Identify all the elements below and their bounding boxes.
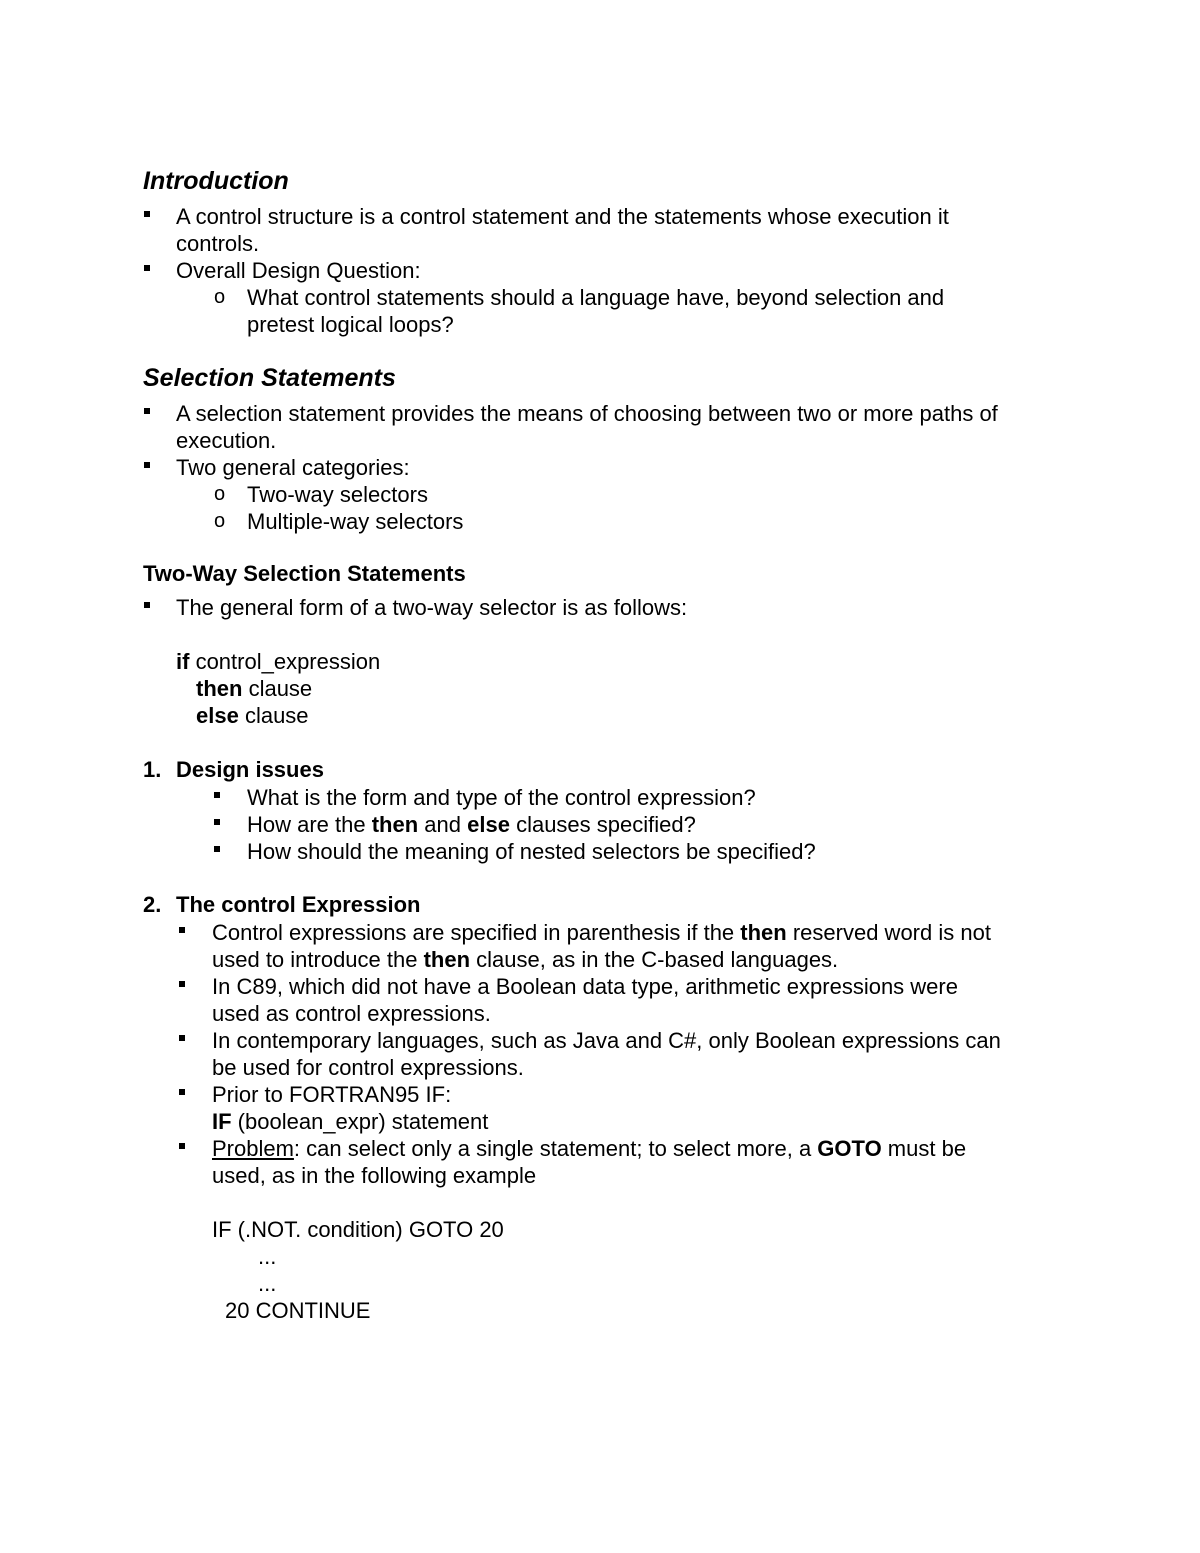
bullet-square-icon bbox=[144, 211, 150, 217]
bullet-square-icon bbox=[144, 602, 150, 608]
bullet-square-icon bbox=[144, 408, 150, 414]
heading-selection-statements: Selection Statements bbox=[143, 364, 396, 392]
control-item-1-line-2: used to introduce the then clause, as in the C-based languages. bbox=[212, 947, 839, 972]
design-issue-1: What is the form and type of the control expression? bbox=[247, 785, 756, 810]
bullet-square-icon bbox=[179, 927, 185, 933]
intro-bullet-1-line-1: A control structure is a control statement and the statements whose execution it bbox=[176, 204, 949, 229]
selection-bullet-1-line-1: A selection statement provides the means of choosing between two or more paths of bbox=[176, 401, 998, 426]
bullet-square-icon bbox=[214, 846, 220, 852]
sub-bullet-icon: o bbox=[214, 483, 226, 505]
bullet-square-icon bbox=[179, 1035, 185, 1041]
list-number: 1. bbox=[143, 757, 162, 782]
control-item-3-line-2: be used for control expressions. bbox=[212, 1055, 524, 1080]
fortran-code-line-4: 20 CONTINUE bbox=[225, 1298, 371, 1323]
list-number: 2. bbox=[143, 892, 162, 917]
control-item-1-line-1: Control expressions are specified in parenthesis if the then reserved word is not bbox=[212, 920, 991, 945]
intro-bullet-2: Overall Design Question: bbox=[176, 258, 421, 283]
bullet-square-icon bbox=[214, 819, 220, 825]
heading-control-expression: The control Expression bbox=[176, 892, 421, 917]
bullet-square-icon bbox=[144, 462, 150, 468]
code-then-line: then clause bbox=[196, 676, 313, 701]
design-issue-2: How are the then and else clauses specified? bbox=[247, 812, 696, 837]
heading-introduction: Introduction bbox=[143, 167, 289, 195]
intro-sub-line-2: pretest logical loops? bbox=[247, 312, 454, 337]
control-item-5-line-1: Problem: can select only a single statement; to select more, a GOTO must be bbox=[212, 1136, 967, 1161]
fortran-code-line-3: ... bbox=[258, 1271, 277, 1296]
control-item-2-line-2: used as control expressions. bbox=[212, 1001, 491, 1026]
control-item-4-line-2: IF (boolean_expr) statement bbox=[212, 1109, 489, 1134]
sub-bullet-icon: o bbox=[214, 286, 226, 308]
two-way-bullet-1: The general form of a two-way selector is as follows: bbox=[176, 595, 688, 620]
bullet-square-icon bbox=[179, 981, 185, 987]
control-item-4-line-1: Prior to FORTRAN95 IF: bbox=[212, 1082, 452, 1107]
bullet-square-icon bbox=[144, 265, 150, 271]
design-issue-3: How should the meaning of nested selectors be specified? bbox=[247, 839, 816, 864]
selection-bullet-2: Two general categories: bbox=[176, 455, 410, 480]
control-item-2-line-1: In C89, which did not have a Boolean data type, arithmetic expressions were bbox=[212, 974, 958, 999]
heading-two-way-selection: Two-Way Selection Statements bbox=[143, 561, 466, 586]
selection-sub-2: Multiple-way selectors bbox=[247, 509, 464, 534]
fortran-code-line-2: ... bbox=[258, 1244, 277, 1269]
code-if-line: if control_expression bbox=[176, 649, 381, 674]
intro-bullet-1-line-2: controls. bbox=[176, 231, 260, 256]
code-else-line: else clause bbox=[196, 703, 309, 728]
bullet-square-icon bbox=[214, 792, 220, 798]
control-item-3-line-1: In contemporary languages, such as Java and C#, only Boolean expressions can bbox=[212, 1028, 1001, 1053]
control-item-5-line-2: used, as in the following example bbox=[212, 1163, 537, 1188]
fortran-code-line-1: IF (.NOT. condition) GOTO 20 bbox=[212, 1217, 504, 1242]
selection-sub-1: Two-way selectors bbox=[247, 482, 428, 507]
intro-sub-line-1: What control statements should a language have, beyond selection and bbox=[247, 285, 945, 310]
sub-bullet-icon: o bbox=[214, 510, 226, 532]
selection-bullet-1-line-2: execution. bbox=[176, 428, 277, 453]
bullet-square-icon bbox=[179, 1089, 185, 1095]
bullet-square-icon bbox=[179, 1143, 185, 1149]
heading-design-issues: Design issues bbox=[176, 757, 324, 782]
